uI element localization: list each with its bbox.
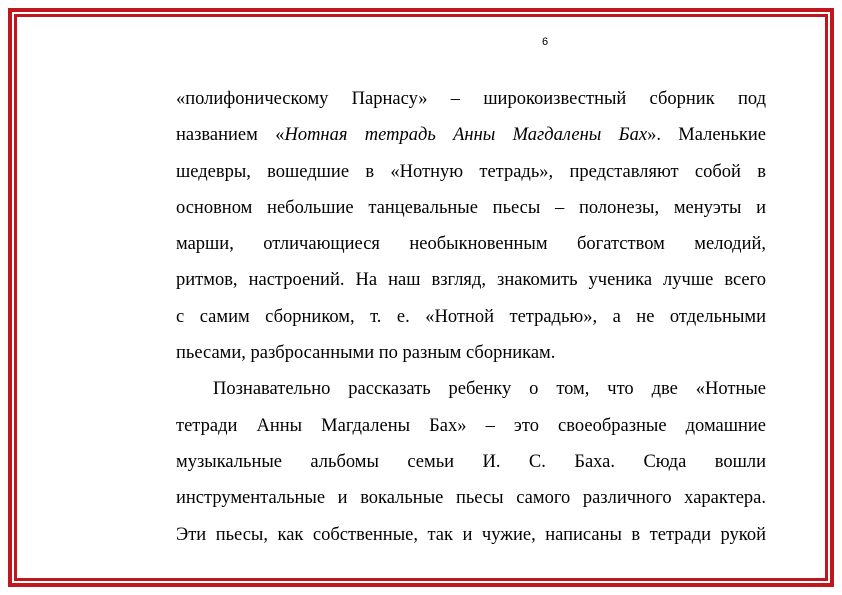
text-line: музыкальные альбомы семьи И. С. Баха. Сюда вошли	[176, 451, 766, 472]
text-line: марши, отличающиеся необыкновенным богатством мелодий,	[176, 234, 766, 255]
text-line: основном небольшие танцевальные пьесы – полонезы, менуэты и	[176, 197, 766, 218]
text-line: пьесами, разбросанными по разным сборникам.	[176, 343, 556, 364]
text-line	[176, 120, 766, 156]
text-line: ритмов, настроений. На наш взгляд, знакомить ученика лучше всего	[176, 270, 766, 291]
text-line: с самим сборником, т. е. «Нотной тетрадью», а не отдельными	[176, 306, 766, 327]
book-title-italic: Нотная тетрадь Анны Магдалены Бах	[284, 125, 648, 146]
page-number: 6	[541, 36, 549, 48]
text-segment: ». Маленькие	[647, 125, 766, 146]
paragraph-1	[176, 84, 766, 374]
text-line: тетради Анны Магдалены Бах» – это своеобразные домашние	[176, 415, 766, 436]
text-line: Познавательно рассказать ребенку о том, что две «Нотные	[213, 379, 766, 400]
text-line: инструментальные и вокальные пьесы самого различного характера.	[176, 488, 766, 509]
paragraph-2	[176, 374, 766, 555]
body-text	[176, 84, 766, 556]
text-line: Эти пьесы, как собственные, так и чужие, написаны в тетради рукой	[176, 524, 766, 545]
text-line: шедевры, вошедшие в «Нотную тетрадь», представляют собой в	[176, 161, 766, 182]
text-segment: названием «	[176, 125, 285, 146]
text-line: «полифоническому Парнасу» – широкоизвестный сборник под	[176, 89, 766, 109]
